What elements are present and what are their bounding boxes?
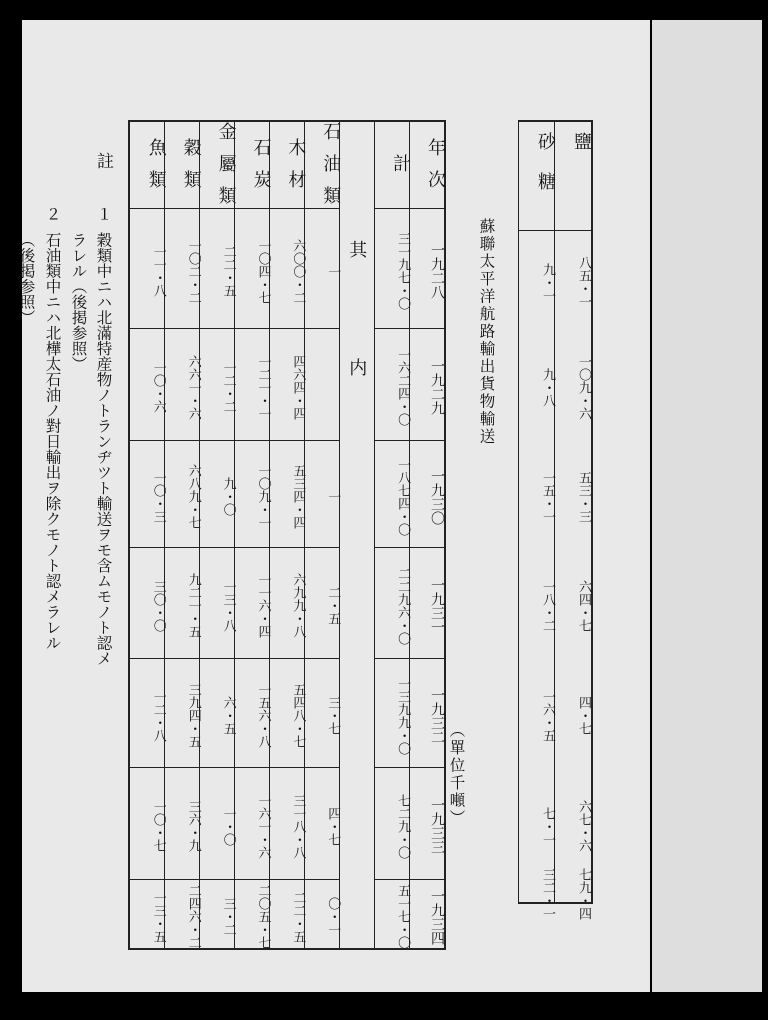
value-cell: 一 <box>325 490 341 503</box>
table-column <box>130 122 165 948</box>
top-table <box>518 120 593 920</box>
value-cell: 三・七 <box>325 696 341 735</box>
value-cell: 一二・二 <box>220 361 236 413</box>
value-cell: 一 <box>325 264 341 278</box>
breakdown-label: 其内 <box>346 240 368 476</box>
year-cell: 一九三〇 <box>428 468 445 525</box>
value-cell: 〇・一 <box>325 897 341 936</box>
value-cell: 七九・四 <box>576 867 591 920</box>
value-cell: 二二九六・〇 <box>395 566 411 645</box>
value-cell: 二・五 <box>325 586 341 625</box>
value-cell: 四・七 <box>576 696 591 735</box>
value-cell: 三一八・八 <box>290 793 306 859</box>
note-text: ラレル（後掲参照） <box>69 232 88 372</box>
note-number: １ <box>94 206 113 222</box>
table-column <box>165 122 200 948</box>
value-cell: 一六二四・〇 <box>395 348 411 426</box>
year-cell: 一九二九 <box>428 359 445 415</box>
value-cell: 一六・五 <box>540 689 555 742</box>
main-table <box>128 120 446 950</box>
value-cell: 一二・八 <box>150 689 166 742</box>
value-cell: 一〇二・二 <box>185 238 201 304</box>
value-cell: 三一九七・〇 <box>395 232 411 310</box>
value-cell: 一三・八 <box>220 579 236 632</box>
value-cell: 二二・五 <box>220 245 236 297</box>
value-cell: 一・〇 <box>220 806 236 846</box>
table-column <box>304 122 342 948</box>
year-cell: 一九二八 <box>428 243 445 299</box>
table-column <box>200 122 235 948</box>
notes-heading: 註 <box>93 152 113 169</box>
facing-page-edge <box>652 20 762 992</box>
value-cell: 一一・八 <box>150 245 166 297</box>
value-cell: 五三・三 <box>576 470 591 523</box>
top-row-label: 砂糖 <box>535 132 556 212</box>
table-column <box>374 122 412 949</box>
table-column <box>409 122 444 948</box>
value-cell: 六四・七 <box>576 579 591 632</box>
unit-label: （單位千噸） <box>447 722 466 827</box>
column-header: 穀類 <box>180 138 202 202</box>
value-cell: 一五・一 <box>540 470 555 523</box>
column-header: 石炭 <box>250 138 272 202</box>
value-cell: 七二九・〇 <box>395 793 411 859</box>
value-cell: 六六一・六 <box>185 354 201 420</box>
value-cell: 一八七四・〇 <box>395 457 411 536</box>
value-cell: 七・一 <box>540 806 555 846</box>
value-cell: 二四六・二 <box>185 884 201 949</box>
top-row-label: 鹽 <box>571 132 592 150</box>
value-cell: 六九九・八 <box>290 573 306 638</box>
value-cell: 九二一・五 <box>185 573 201 638</box>
year-cell: 一九三四 <box>428 888 445 945</box>
value-cell: 三〇・〇 <box>150 579 166 632</box>
value-cell: 一〇九・六 <box>576 354 591 420</box>
note-text: （後掲参照） <box>17 232 36 325</box>
value-cell: 六八九・七 <box>185 464 201 529</box>
value-cell: 一二一・一 <box>255 354 271 420</box>
year-cell: 一九三二 <box>428 687 445 744</box>
table-column <box>339 122 374 948</box>
note-text: 穀類中ニハ北滿特産物ノトランヂツト輸送ヲモ含ムモノト認メ <box>94 232 113 666</box>
value-cell: 一五六・八 <box>255 683 271 748</box>
value-cell <box>304 338 339 436</box>
value-cell: 二二・五 <box>290 890 306 943</box>
value-cell: 九・〇 <box>220 477 236 516</box>
column-header: 石油類 <box>320 122 342 218</box>
value-cell: 八五・一 <box>576 256 591 308</box>
table-title: 蘇聯太平洋航路輸出貨物輸送 <box>477 218 496 446</box>
value-cell: 一〇九・一 <box>255 464 271 529</box>
value-cell: 一〇・六 <box>150 361 166 413</box>
year-cell: 一九三三 <box>428 798 445 854</box>
year-cell: 一九三一 <box>428 577 445 634</box>
value-cell: 三九四・五 <box>185 683 201 748</box>
value-cell: 六・五 <box>220 696 236 735</box>
value-cell: 五一七・〇 <box>395 884 411 949</box>
table-column <box>270 122 305 948</box>
column-header: 魚類 <box>145 138 167 202</box>
note-text: 石油類中ニハ北樺太石油ノ對日輸出ヲ除クモノト認メラレル <box>43 232 62 651</box>
value-cell: 六七・六 <box>576 800 591 852</box>
column-header: 年次 <box>424 138 446 202</box>
value-cell: 五四八・七 <box>290 683 306 748</box>
value-cell: 二〇五・七 <box>255 884 271 949</box>
value-cell: 三二・一 <box>540 867 555 920</box>
table-column <box>235 122 270 948</box>
value-cell: 四・七 <box>325 806 341 846</box>
note-number: ２ <box>43 206 62 222</box>
value-cell: 一六一・六 <box>255 793 271 859</box>
value-cell: 五三四・四 <box>290 464 306 529</box>
value-cell: 三・二 <box>220 897 236 936</box>
column-header: 木材 <box>285 138 307 202</box>
value-cell: 一三・五 <box>150 890 166 943</box>
value-cell: 九・一 <box>540 262 555 302</box>
value-cell: 三六・九 <box>185 800 201 852</box>
value-cell: 一八・二 <box>540 579 555 632</box>
value-cell: 一〇四・七 <box>255 238 271 304</box>
value-cell: 一〇・三 <box>150 470 166 523</box>
value-cell: 四六四・四 <box>290 354 306 420</box>
value-cell: 六〇〇・二 <box>290 238 306 304</box>
value-cell: 一一六・四 <box>255 573 271 638</box>
value-cell: 九・八 <box>540 367 555 407</box>
column-header: 金屬類 <box>215 122 237 218</box>
column-header: 計 <box>390 154 412 186</box>
value-cell: 一三九九・〇 <box>395 676 411 755</box>
value-cell: 一〇・七 <box>150 800 166 852</box>
